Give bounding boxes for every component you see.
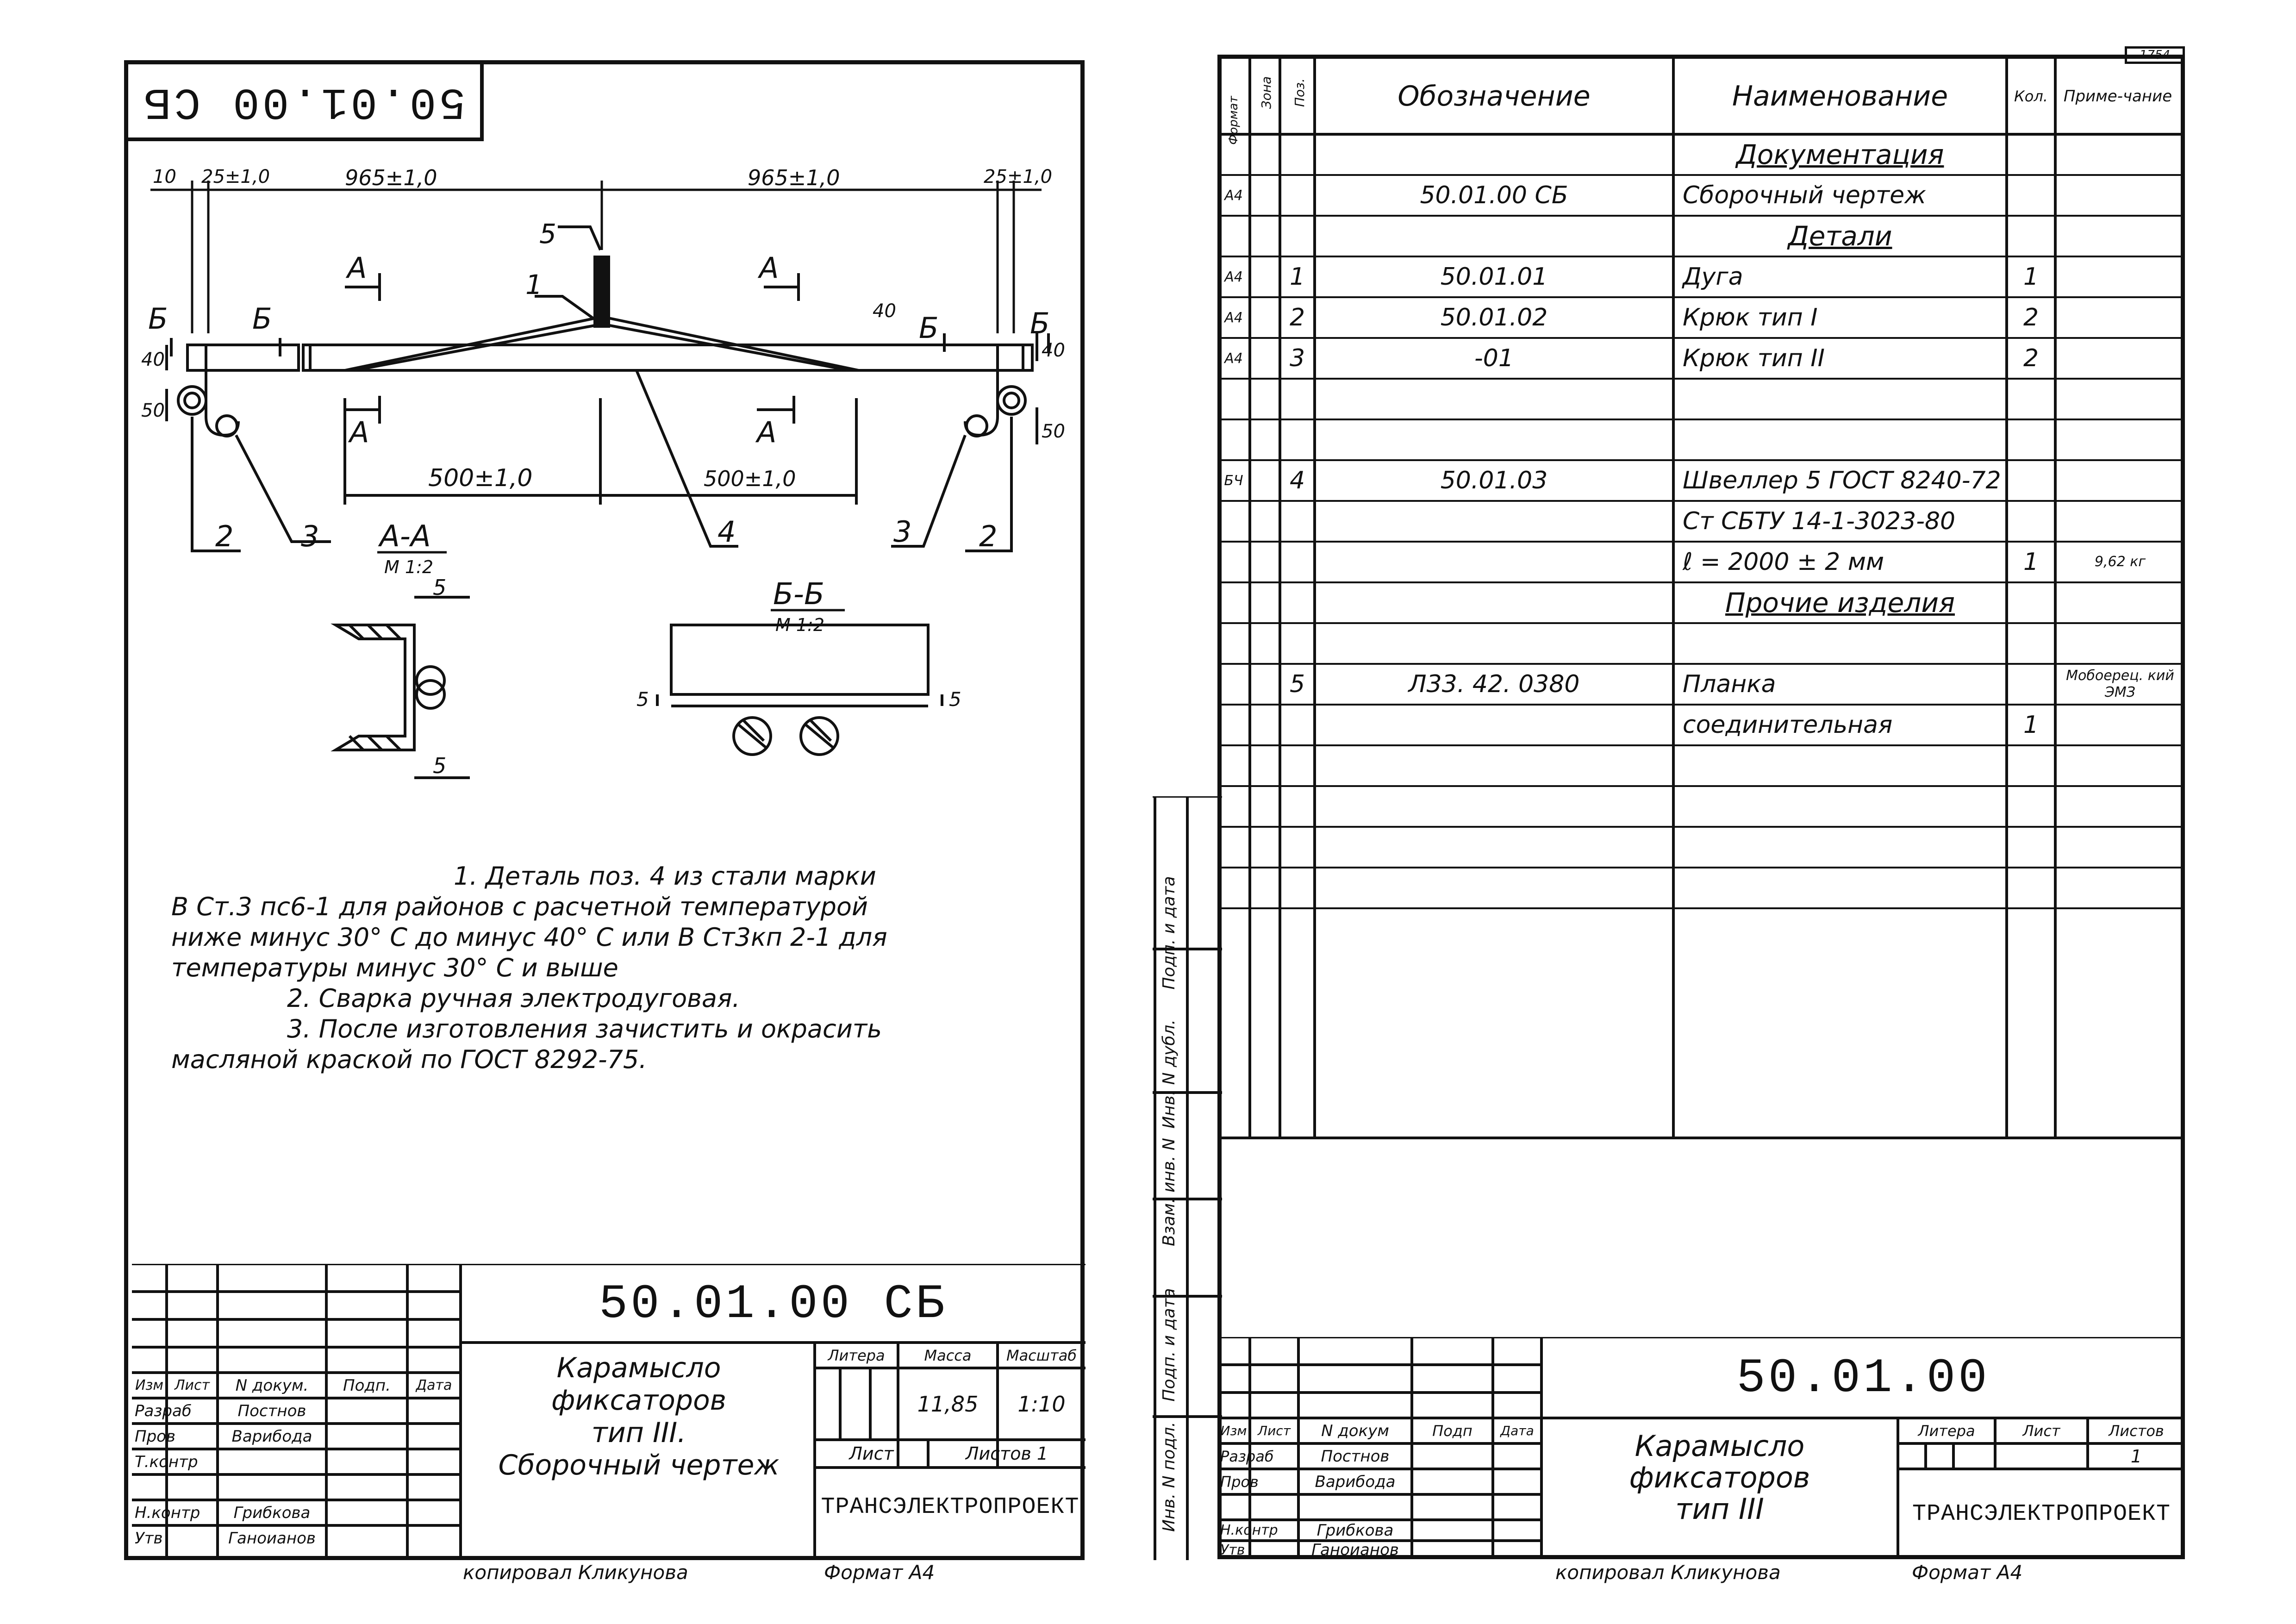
section-mark-a-1: А (347, 251, 367, 285)
right-tb-header-list: Лист (1258, 1423, 1291, 1438)
spec-cell-fmt (1217, 582, 1250, 623)
spec-cell-qty (2007, 623, 2055, 664)
spec-cell-note (2055, 460, 2185, 501)
spec-cell-note (2055, 216, 2185, 256)
right-tb-code: 50.01.00 (1736, 1351, 1990, 1406)
spec-cell-note (2055, 745, 2185, 786)
spec-cell-qty: 1 (2023, 711, 2039, 739)
spec-cell-note (2055, 379, 2185, 419)
section-mark-a-3: А (349, 415, 369, 449)
spec-cell-fmt: А4 (1224, 269, 1243, 285)
spec-cell-des (1315, 379, 1673, 419)
right-tb-name-1: Постнов (1321, 1447, 1390, 1466)
spec-cell-name (1673, 379, 2007, 419)
spec-cell-fmt (1217, 705, 1250, 745)
spec-cell-des (1315, 134, 1673, 175)
spec-table-rows (1217, 134, 2185, 1138)
technical-notes (171, 861, 1051, 1075)
spec-cell-qty (2007, 664, 2055, 705)
dim-50-right: 50 (1042, 421, 1065, 442)
left-tb-name-line-4: Сборочный чертеж (498, 1449, 780, 1481)
dim-40-right: 40 (1042, 340, 1065, 361)
spec-cell-des: 50.01.03 (1440, 467, 1548, 494)
right-tb-name-5: Ганоианов (1311, 1541, 1399, 1559)
left-tb-name-line-3: тип III. (591, 1417, 686, 1449)
spec-cell-qty: 1 (2023, 263, 2039, 291)
spec-cell-fmt (1217, 542, 1250, 582)
spec-cell-note (2055, 297, 2185, 338)
spec-cell-name: Дуга (1683, 263, 1743, 291)
right-tb-listov: Листов (2109, 1422, 2164, 1440)
right-tb-name-line-3: тип III (1675, 1492, 1764, 1526)
right-tb-header-ndok: N докум (1321, 1421, 1389, 1440)
left-tb-scale-value: 1:10 (1017, 1391, 1066, 1417)
left-tb-list: Лист (849, 1443, 894, 1464)
spec-cell-qty (2007, 134, 2055, 175)
spec-cell-note (2055, 134, 2185, 175)
section-mark-a-4: А (757, 415, 777, 449)
note-line-4: температуры минус 30° С и выше (171, 953, 618, 982)
dim-25-left: 25±1,0 (201, 166, 270, 187)
side-label-podp-data-2: Подп. и дата (1159, 876, 1179, 990)
spec-cell-poz (1280, 705, 1315, 745)
leader-5: 5 (539, 218, 556, 250)
spec-cell-fmt: БЧ (1224, 472, 1243, 489)
left-tb-name-5: Грибкова (233, 1503, 311, 1522)
spec-cell-name: Швеллер 5 ГОСТ 8240-72 (1683, 467, 2001, 494)
spec-cell-note (2055, 705, 2185, 745)
spec-cell-poz (1280, 216, 1315, 256)
left-tb-header-podp: Подп. (343, 1376, 391, 1395)
spec-cell-poz (1280, 745, 1315, 786)
left-tb-name-line-1: Карамысло (556, 1352, 721, 1384)
spec-header-poz: Поз. (1292, 78, 1307, 107)
right-tb-role-5: Утв (1220, 1542, 1245, 1558)
side-label-inv-dubl: Инв. N дубл. (1159, 1019, 1179, 1129)
side-label-podp-data-1: Подп. и дата (1159, 1288, 1179, 1402)
left-stamp-code: 50.01.00 СБ (142, 76, 466, 127)
right-tb-name-4: Грибкова (1316, 1521, 1394, 1540)
spec-cell-poz (1280, 623, 1315, 664)
spec-cell-fmt (1217, 623, 1250, 664)
dim-50-left: 50 (141, 400, 165, 421)
dim-965-left: 965±1,0 (345, 165, 437, 190)
left-tb-header-izm: Изм (135, 1377, 164, 1393)
spec-cell-poz (1280, 582, 1315, 623)
spec-cell-des (1315, 582, 1673, 623)
section-mark-b-2: Б (252, 302, 272, 336)
spec-cell-note (2055, 256, 2185, 297)
spec-cell-poz: 4 (1289, 467, 1305, 494)
spec-cell-fmt (1217, 216, 1250, 256)
spec-cell-poz (1280, 827, 1315, 868)
leader-1: 1 (525, 269, 543, 300)
spec-cell-note (2055, 623, 2185, 664)
left-tb-header-ndok: N докум. (235, 1376, 309, 1395)
spec-cell-note (2055, 786, 2185, 827)
spec-header-format: Формат (1227, 96, 1241, 145)
spec-cell-name: Документация (1736, 139, 1944, 170)
spec-cell-des: -01 (1474, 344, 1514, 372)
spec-cell-des (1315, 745, 1673, 786)
spec-cell-name (1673, 827, 2007, 868)
note-line-2: В Ст.3 пс6-1 для районов с расчетной температурой (171, 892, 868, 921)
dim-500-left: 500±1,0 (428, 464, 533, 492)
spec-cell-poz: 5 (1289, 670, 1305, 698)
spec-cell-des: 50.01.01 (1440, 263, 1548, 291)
left-tb-role-3: Т.контр (135, 1452, 198, 1471)
spec-cell-qty (2007, 175, 2055, 216)
right-tb-name-line-1: Карамысло (1635, 1429, 1805, 1463)
dim-5-aa-bottom: 5 (433, 753, 447, 778)
spec-cell-fmt (1217, 419, 1250, 460)
spec-cell-fmt: А4 (1224, 187, 1243, 204)
spec-cell-des (1315, 216, 1673, 256)
assembly-drawing (127, 139, 1081, 833)
right-footer-copied: копировал Кликунова (1555, 1561, 1781, 1584)
left-tb-header-list: Лист (174, 1377, 210, 1393)
spec-cell-qty (2007, 786, 2055, 827)
left-tb-name (463, 1343, 815, 1546)
spec-cell-qty: 1 (2023, 548, 2039, 576)
spec-cell-poz: 1 (1289, 263, 1305, 291)
leader-2-left: 2 (215, 519, 234, 553)
section-bb-scale: М 1:2 (775, 615, 825, 635)
note-line-1: 1. Деталь поз. 4 из стали марки (454, 862, 876, 891)
spec-cell-des (1315, 419, 1673, 460)
spec-cell-qty (2007, 582, 2055, 623)
spec-cell-fmt (1217, 501, 1250, 542)
spec-cell-poz: 3 (1289, 344, 1305, 372)
leader-4: 4 (718, 515, 736, 549)
right-tb-header-data: Дата (1500, 1423, 1534, 1438)
spec-cell-note: Мобоерец. кий ЭМЗ (2066, 668, 2174, 700)
spec-cell-des (1315, 705, 1673, 745)
dim-5-aa-top: 5 (433, 575, 447, 600)
dim-965-right: 965±1,0 (748, 165, 840, 190)
spec-cell-fmt: А4 (1224, 309, 1243, 326)
spec-cell-name: Прочие изделия (1725, 587, 1955, 618)
right-tb-role-4: Н.контр (1220, 1522, 1278, 1538)
left-tb-listov: Листов 1 (965, 1443, 1048, 1464)
spec-cell-qty (2007, 216, 2055, 256)
spec-cell-fmt: А4 (1224, 350, 1243, 367)
spec-cell-fmt (1217, 868, 1250, 908)
spec-cell-qty: 2 (2023, 344, 2039, 372)
spec-cell-poz: 2 (1289, 304, 1305, 331)
left-tb-name-line-2: фиксаторов (551, 1384, 727, 1417)
spec-cell-note (2055, 582, 2185, 623)
right-tb-org: ТРАНСЭЛЕКТРОПРОЕКТ (1912, 1501, 2171, 1527)
right-corner-stamp: 1754 (2139, 48, 2171, 62)
spec-header-designation: Обозначение (1398, 80, 1591, 112)
spec-cell-note (2055, 419, 2185, 460)
spec-cell-fmt (1217, 379, 1250, 419)
spec-cell-name (1673, 868, 2007, 908)
left-tb-masshtab: Масштаб (1006, 1346, 1077, 1364)
spec-cell-des: 50.01.02 (1440, 304, 1548, 331)
dim-10: 10 (153, 166, 176, 187)
right-tb-header-izm: Изм (1220, 1423, 1247, 1438)
side-label-inv-podl: Инв. N подл. (1159, 1422, 1179, 1532)
section-mark-a-2: А (759, 251, 779, 285)
left-tb-role-6: Утв (135, 1529, 163, 1548)
right-tb-role-2: Пров (1220, 1473, 1259, 1491)
spec-cell-des: Л33. 42. 0380 (1408, 670, 1580, 698)
spec-header-zona: Зона (1258, 76, 1274, 109)
side-label-vzam-inv: Взам. инв. N (1159, 1138, 1179, 1246)
spec-cell-fmt (1217, 745, 1250, 786)
spec-cell-name: Крюк тип I (1683, 304, 1818, 331)
section-mark-b-4: Б (1030, 306, 1050, 340)
spec-header-note: Приме-чание (2063, 87, 2172, 106)
left-tb-name-6: Ганоианов (228, 1529, 316, 1548)
left-tb-role-5: Н.контр (135, 1503, 200, 1522)
dim-5-bb-right: 5 (949, 688, 961, 711)
spec-cell-des (1315, 827, 1673, 868)
spec-cell-poz (1280, 419, 1315, 460)
right-tb-name-2: Варибода (1315, 1472, 1396, 1491)
spec-cell-poz (1280, 868, 1315, 908)
spec-cell-poz (1280, 786, 1315, 827)
right-tb-header-podp: Подп (1432, 1422, 1472, 1440)
right-tb-name (1546, 1421, 1893, 1555)
spec-cell-name: ℓ = 2000 ± 2 мм (1683, 548, 1884, 576)
spec-cell-note (2055, 868, 2185, 908)
spec-cell-qty: 2 (2023, 304, 2039, 331)
section-mark-b-1: Б (148, 302, 168, 336)
note-line-3: ниже минус 30° С до минус 40° С или В Ст3кп 2-1 для (171, 923, 887, 952)
spec-cell-fmt (1217, 786, 1250, 827)
spec-cell-fmt (1217, 664, 1250, 705)
spec-cell-des (1315, 868, 1673, 908)
dim-40-left: 40 (141, 349, 165, 370)
spec-cell-poz (1280, 379, 1315, 419)
leader-2-right: 2 (979, 519, 998, 553)
left-footer-copied: копировал Кликунова (463, 1561, 688, 1584)
leader-3-left: 3 (301, 519, 319, 553)
spec-cell-qty (2007, 460, 2055, 501)
left-footer-format: Формат А4 (824, 1561, 935, 1584)
left-tb-code: 50.01.00 СБ (599, 1277, 948, 1332)
right-tb-name-line-2: фиксаторов (1629, 1461, 1810, 1494)
spec-cell-qty (2007, 827, 2055, 868)
right-tb-listov-value: 1 (2130, 1446, 2142, 1467)
dim-25-right: 25±1,0 (984, 166, 1053, 187)
left-tb-name-2: Варибода (231, 1427, 312, 1446)
spec-cell-qty (2007, 379, 2055, 419)
leader-3-right: 3 (893, 515, 912, 549)
dim-40-mid: 40 (873, 300, 896, 322)
spec-cell-qty (2007, 501, 2055, 542)
spec-cell-note: 9,62 кг (2094, 554, 2146, 570)
spec-header-qty: Кол. (2014, 87, 2048, 105)
section-mark-b-3: Б (919, 311, 939, 345)
left-stamp-box (127, 62, 484, 141)
right-tb-list: Лист (2022, 1422, 2060, 1440)
spec-cell-name (1673, 419, 2007, 460)
section-aa-title: А-А (380, 519, 431, 554)
spec-cell-note (2055, 175, 2185, 216)
spec-cell-note (2055, 338, 2185, 379)
spec-header-name: Наименование (1732, 80, 1948, 112)
spec-cell-fmt (1217, 134, 1250, 175)
section-bb-title: Б-Б (773, 577, 824, 612)
spec-cell-des (1315, 501, 1673, 542)
left-tb-org: ТРАНСЭЛЕКТРОПРОЕКТ (821, 1493, 1079, 1520)
spec-cell-note (2055, 827, 2185, 868)
spec-cell-des (1315, 786, 1673, 827)
spec-cell-name (1673, 623, 2007, 664)
spec-cell-qty (2007, 419, 2055, 460)
left-tb-role-2: Пров (135, 1427, 175, 1446)
spec-cell-note (2055, 501, 2185, 542)
note-line-5: 2. Сварка ручная электродуговая. (287, 984, 740, 1013)
right-footer-format: Формат А4 (1912, 1561, 2023, 1584)
spec-cell-name: Детали (1788, 220, 1892, 252)
spec-cell-name: соединительная (1683, 711, 1893, 739)
right-tb-role-1: Разраб (1220, 1447, 1274, 1465)
spec-cell-poz (1280, 501, 1315, 542)
left-tb-name-1: Постнов (237, 1401, 306, 1420)
left-tb-mass-value: 11,85 (917, 1391, 979, 1417)
spec-cell-des (1315, 623, 1673, 664)
spec-cell-qty (2007, 868, 2055, 908)
spec-cell-poz (1280, 175, 1315, 216)
spec-cell-name: Сборочный чертеж (1683, 181, 1926, 209)
spec-cell-poz (1280, 134, 1315, 175)
left-tb-massa: Масса (924, 1346, 972, 1364)
dim-5-bb-left: 5 (636, 688, 649, 711)
spec-cell-name (1673, 786, 2007, 827)
spec-cell-qty (2007, 745, 2055, 786)
spec-cell-name (1673, 745, 2007, 786)
spec-cell-fmt (1217, 827, 1250, 868)
spec-cell-name: Крюк тип II (1683, 344, 1825, 372)
spec-cell-des (1315, 542, 1673, 582)
note-line-6: 3. После изготовления зачистить и окрасить (287, 1014, 882, 1043)
left-tb-litera: Литера (828, 1346, 885, 1364)
left-tb-role-1: Разраб (135, 1401, 192, 1420)
section-aa-scale: М 1:2 (384, 557, 434, 577)
spec-cell-poz (1280, 542, 1315, 582)
spec-cell-des: 50.01.00 СБ (1420, 181, 1568, 209)
spec-cell-name: Ст СБТУ 14-1-3023-80 (1683, 507, 1956, 535)
right-tb-litera: Литера (1918, 1422, 1975, 1440)
note-line-7: масляной краской по ГОСТ 8292-75. (171, 1045, 647, 1074)
dim-500-right: 500±1,0 (704, 466, 796, 491)
left-tb-header-data: Дата (416, 1377, 452, 1393)
spec-cell-name: Планка (1683, 670, 1776, 698)
